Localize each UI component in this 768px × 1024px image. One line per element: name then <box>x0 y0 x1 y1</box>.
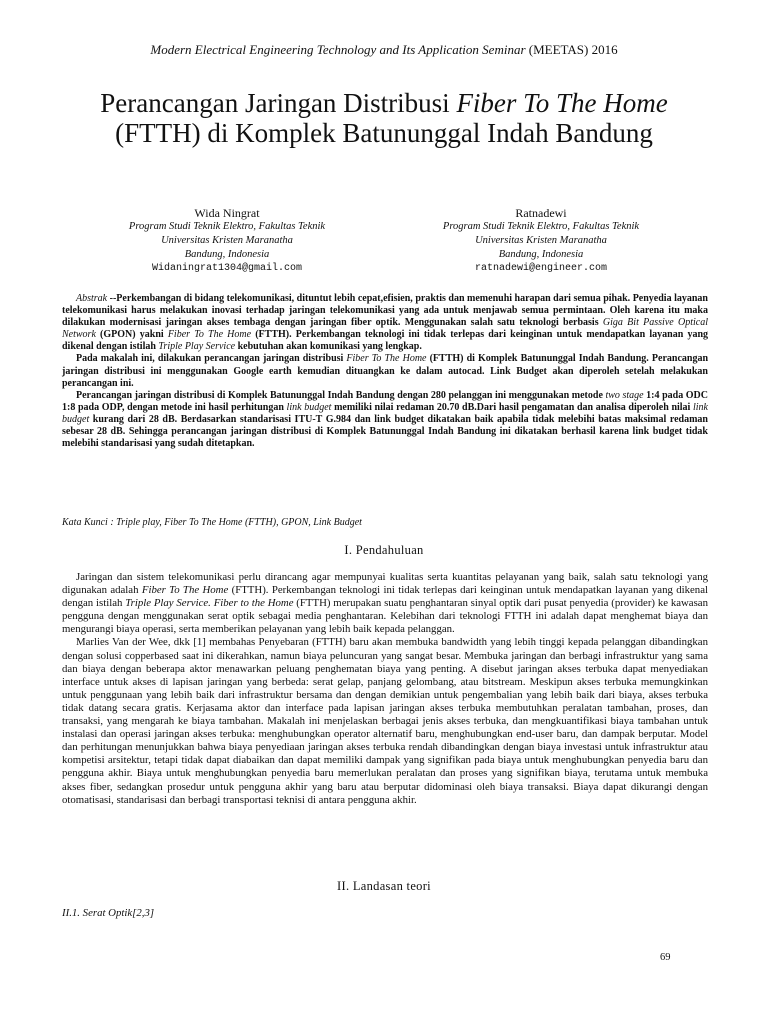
author-block <box>62 206 392 276</box>
author-block <box>376 206 706 276</box>
author-name: Ratnadewi <box>515 206 567 220</box>
title-italic: Fiber To The Home <box>456 88 668 118</box>
body-paragraph <box>62 571 708 636</box>
running-header <box>0 42 768 58</box>
text: link budget <box>62 401 708 425</box>
author-name: Wida Ningrat <box>194 206 260 220</box>
paper-title <box>60 88 708 148</box>
text: Triple Play Service <box>158 341 236 353</box>
abstract <box>62 293 708 450</box>
body-paragraph: Marlies Van der Wee, dkk [1] membahas Penyebaran (FTTH) baru akan membuka bandwidth yang lebih tinggi kepada pelanggan dibandingkan dengan solusi copperbased saat ini dikerahkan, namun biaya peluncuran yang sangat besar. Membuka jaringan dan berbagi infrastruktur yang sama dan biaya dengan beberapa aktor menawarkan peluang penghematan biaya yang penting. A disebut jaringan akses terbuka dapat menyediakan interface untuk akses di lapisan jaringan yang berbeda: serat gelap, panjang gelombang, atau bitstream. Meskipun akses terbuka memungkinkan untuk penggunaan yang lebih baik dari infrastruktur bersama dan dengan demikian untuk pengembalian yang lebih baik dari biaya, akses terbuka tidak datang secara gratis. Kerjasama aktor dan interface pada lapisan jaringan akses terbuka membutuhkan peralatan tambahan, proses, dan transaksi, yang mengarah ke biaya tambahan. Makalah ini menjelaskan berbagai jenis akses terbuka, dan mengkuantifikasi biaya tambahan untuk instalasi dan operasi jaringan akses terbuka: menghubungkan operator alternatif baru, menghubungkan end-user baru, dan dampak berputar. Model dan perhitungan menunjukkan bahwa biaya penyediaan jaringan akses terbuka rendah dibandingkan dengan biaya investasi untuk infrastruktur atau kompetisi arsitektur, tetapi tidak dapat diabaikan dan dapat memiliki dampak yang signifikan pada biaya untuk menghubungkan penyedia baru dan pengguna akhir. Biaya untuk menghubungkan penyedia baru memerlukan peralatan dan proses yang signifikan biaya, terutama untuk membuka akses fiber, sedangkan prosedur untuk pengguna akhir yang baru atau berputar didominasi oleh biaya transaksi. Biaya dapat dikurangi dengan otomatisasi, standarisasi dan berbagi transportasi teknisi di antara pengguna akhir. <box>62 636 708 806</box>
keywords: Kata Kunci : Triple play, Fiber To The Home (FTTH), GPON, Link Budget <box>62 517 362 528</box>
author-univ: Universitas Kristen Maranatha <box>475 235 607 246</box>
text: Jaringan dan sistem telekomunikasi perlu dirancang agar mempunyai kualitas serta kuantitas pelayanan yang baik, salah satu teknologi yang digunakan adalah <box>62 571 708 597</box>
meeting-label: (MEETAS) 2016 <box>528 42 618 57</box>
text: (GPON) yakni <box>95 329 168 341</box>
text: --Perkembangan di bidang telekomunikasi, dituntut lebih cepat,efisien, praktis dan memenuhi harapan dari semua pihak. Penyedia layanan telekomunikasi harus melakukan inovasi terhadap jaringan telekomunikasi yang ada untuk menjawab semua permintaan. Oleh karena itu maka dilakukan modernisasi jaringan akses tembaga dengan jaringan fiber optik. Menggunakan salah satu teknologi berbasis <box>62 293 708 329</box>
author-dept: Program Studi Teknik Elektro, Fakultas Teknik <box>128 221 326 232</box>
text: Perancangan jaringan distribusi di Komplek Batununggal Indah Bandung dengan 280 pelanggan ini menggunakan metode <box>76 389 606 401</box>
text: Triple Play Service. Fiber to the Home <box>125 597 294 610</box>
text: (FTTH) di Komplek Batununggal Indah Bandung. Perancangan jaringan distribusi ini menggunakan Google earth kemudian dituangkan ke dalam autocad. Link Budget akan diperoleh setelah melakukan perancangan ini. <box>62 353 709 389</box>
section-heading: I. Pendahuluan <box>344 543 424 557</box>
author-dept: Program Studi Teknik Elektro, Fakultas Teknik <box>442 221 640 232</box>
text: Fiber To The Home <box>167 329 252 341</box>
text: kurang dari 28 dB. Berdasarkan standarisasi ITU-T G.984 dan link budget dikatakan baik apabila tidak melebihi batas maksimal redaman sebesar 28 dB. Sehingga perancangan jaringan distribusi di Komplek Batununggal Indah Bandung ini dikatakan berhasil karena link budget tidak melebihi standarisasi yang sudah ditetapkan. <box>62 413 708 450</box>
text: (FTTH). Perkembangan teknologi ini tidak terlepas dari keinginan untuk mendapatkan layanan yang dikenal dengan istilah <box>62 329 709 353</box>
text: Fiber To The Home <box>346 353 427 365</box>
title-part: Perancangan Jaringan Distribusi <box>100 88 457 118</box>
abstract-paragraph <box>62 293 708 353</box>
text: two stage <box>605 389 644 401</box>
text: Pada makalah ini, dilakukan perancangan jaringan distribusi <box>76 353 347 365</box>
abstract-label: Abstrak <box>76 293 108 304</box>
author-email: Widaningrat1304@gmail.com <box>151 263 303 274</box>
text: 1:4 pada ODC 1:8 pada ODP, dengan metode ini hasil perhitungan <box>62 389 708 413</box>
title-part: (FTTH) di Komplek Batununggal Indah Bandung <box>115 118 653 148</box>
text: Fiber To The Home <box>141 584 229 597</box>
author-email: ratnadewi@engineer.com <box>474 263 608 274</box>
author-city: Bandung, Indonesia <box>498 249 584 260</box>
section-heading: II. Landasan teori <box>337 879 431 893</box>
author-city: Bandung, Indonesia <box>184 249 270 260</box>
journal-name: Modern Electrical Engineering Technology and Its Application Seminar <box>150 42 526 57</box>
text: kebutuhan akan komunikasi yang lengkap. <box>235 341 422 353</box>
text: link budget <box>286 401 332 413</box>
introduction-body <box>62 571 708 807</box>
abstract-paragraph <box>62 390 708 450</box>
author-univ: Universitas Kristen Maranatha <box>161 235 293 246</box>
text: Giga Bit Passive Optical Network <box>62 317 708 341</box>
text: (FTTH). Perkembangan teknologi ini tidak terlepas dari keinginan untuk mendapatkan layanan yang dikenal dengan istilah <box>62 584 708 610</box>
text: (FTTH) merupakan suatu penghantaran sinyal optik dari pusat penyedia (provider) ke kawasan pengguna dengan menggunakan serat optik sebagai media penghantaran. Kelebihan dari teknologi FTTH ini adalah dapat menghemat biaya dan mengurangi biaya operasi, serta memberikan pelayanan yang lebih baik kepada pelanggan. <box>62 597 708 636</box>
text: memiliki nilai redaman 20.70 dB.Dari hasil pengamatan dan analisa diperoleh nilai <box>331 401 693 413</box>
page-number: 69 <box>660 952 671 963</box>
subsection-heading: II.1. Serat Optik[2,3] <box>62 907 155 919</box>
abstract-paragraph <box>62 353 708 389</box>
